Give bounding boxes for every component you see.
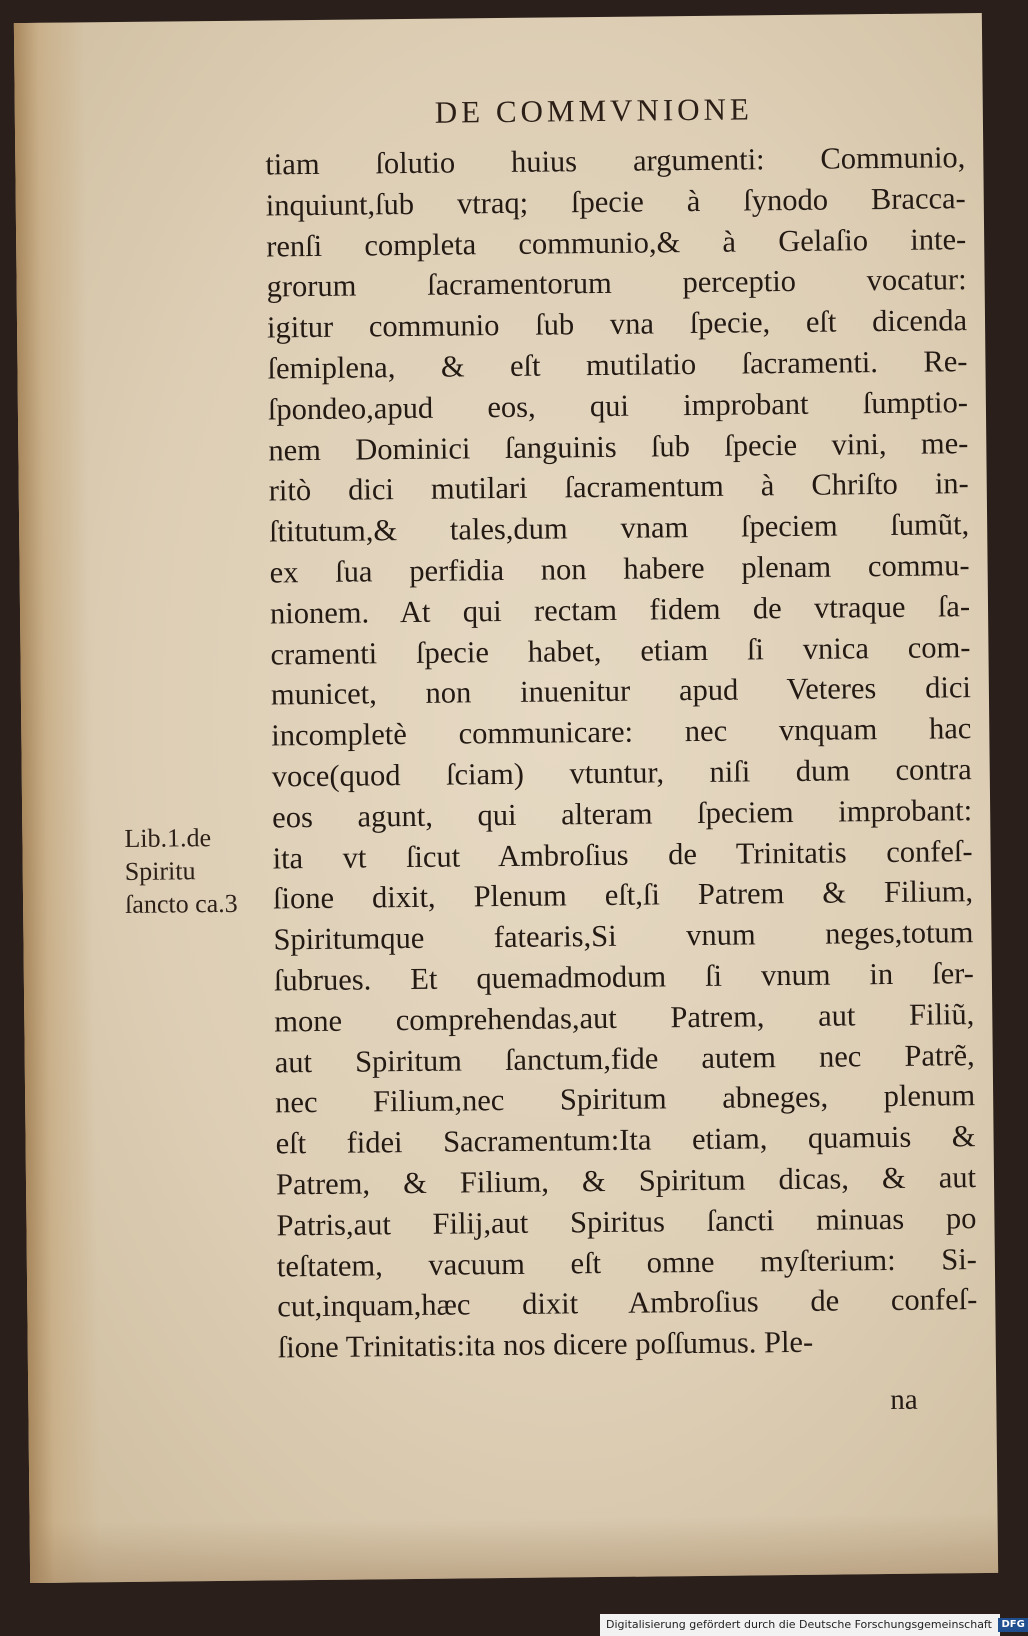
text-line: inquiunt,ſub vtraq; ſpecie à ſynodo Bracca- <box>265 180 966 223</box>
text-line: tiam ſolutio huius argumenti: Communio, <box>265 140 966 182</box>
text-line: grorum ſacramentorum perceptio vocatur: <box>266 262 967 304</box>
text-line: cramenti ſpecie habet, etiam ſi vnica com- <box>270 629 971 672</box>
text-line: ſpondeo,apud eos, qui improbant ſumptio- <box>267 384 969 427</box>
digitization-credit-bar <box>600 1614 1025 1636</box>
text-line: voce(quod ſciam) vtuntur, niſi dum contra <box>271 752 972 794</box>
margin-note-line: Spiritu <box>124 856 196 886</box>
text-line: Patrem, & Filium, & Spiritum dicas, & aut <box>275 1160 977 1202</box>
text-line: cut,inquam,hæc dixit Ambroſius de confeſ- <box>277 1282 978 1324</box>
running-header: DE COMMVNIONE <box>434 91 754 130</box>
book-page <box>14 13 998 1583</box>
text-line: ritò dici mutilari ſacramentum à Chriſto in- <box>268 466 969 508</box>
text-line: eſt fidei Sacramentum:Ita etiam, quamuis & <box>275 1119 976 1161</box>
margin-note-line: ſancto ca.3 <box>124 888 238 919</box>
text-line: aut Spiritum ſanctum,fide autem nec Patrẽ, <box>274 1037 975 1079</box>
page-gutter-shadow <box>14 22 100 1583</box>
text-line: nionem. At qui rectam fidem de vtraque ſa- <box>269 588 971 631</box>
text-line: ſione dixit, Plenum eſt,ſi Patrem & Filium, <box>272 874 974 916</box>
margin-note <box>124 821 238 921</box>
page-bottom-shadow <box>30 1513 999 1583</box>
text-line: ſemiplena, & eſt mutilatio ſacramenti. Re- <box>267 344 968 386</box>
text-line: eos agunt, qui alteram ſpeciem improbant: <box>272 792 973 835</box>
text-line: ex ſua perfidia non habere plenam commu- <box>269 548 970 590</box>
body-text <box>265 137 978 1368</box>
text-line: ſione Trinitatis:ita nos dicere poſſumus. Ple- <box>277 1324 814 1365</box>
text-line: Patris,aut Filij,aut Spiritus ſancti minuas po <box>276 1200 977 1243</box>
text-line: renſi completa communio,& à Gelaſio inte- <box>266 221 967 264</box>
text-line: teſtatem, vacuum eſt omne myſterium: Si- <box>276 1241 978 1283</box>
text-line: ſubrues. Et quemadmodum ſi vnum in ſer- <box>273 956 975 998</box>
text-line: nec Filium,nec Spiritum abneges, plenum <box>275 1078 976 1120</box>
text-line: mone comprehendas,aut Patrem, aut Filiũ, <box>274 996 975 1039</box>
text-line: Spiritumque fatearis,Si vnum neges,totum <box>273 915 974 957</box>
margin-note-line: Lib.1.de <box>124 823 212 853</box>
dfg-logo-icon: DFG <box>998 1618 1027 1632</box>
text-line: igitur communio ſub vna ſpecie, eſt dicenda <box>266 303 968 345</box>
text-line: nem Dominici ſanguinis ſub ſpecie vini, me- <box>268 425 969 468</box>
text-line: incompletè communicare: nec vnquam hac <box>271 711 972 753</box>
catchword: na <box>890 1383 918 1417</box>
text-line: ſtitutum,& tales,dum vnam ſpeciem ſumũt, <box>269 507 970 549</box>
digitization-credit: Digitalisierung gefördert durch die Deutsche Forschungsgemeinschaft <box>606 1618 992 1631</box>
text-line: municet, non inuenitur apud Veteres dici <box>270 670 972 712</box>
text-line: ita vt ſicut Ambroſius de Trinitatis confeſ- <box>272 833 973 875</box>
